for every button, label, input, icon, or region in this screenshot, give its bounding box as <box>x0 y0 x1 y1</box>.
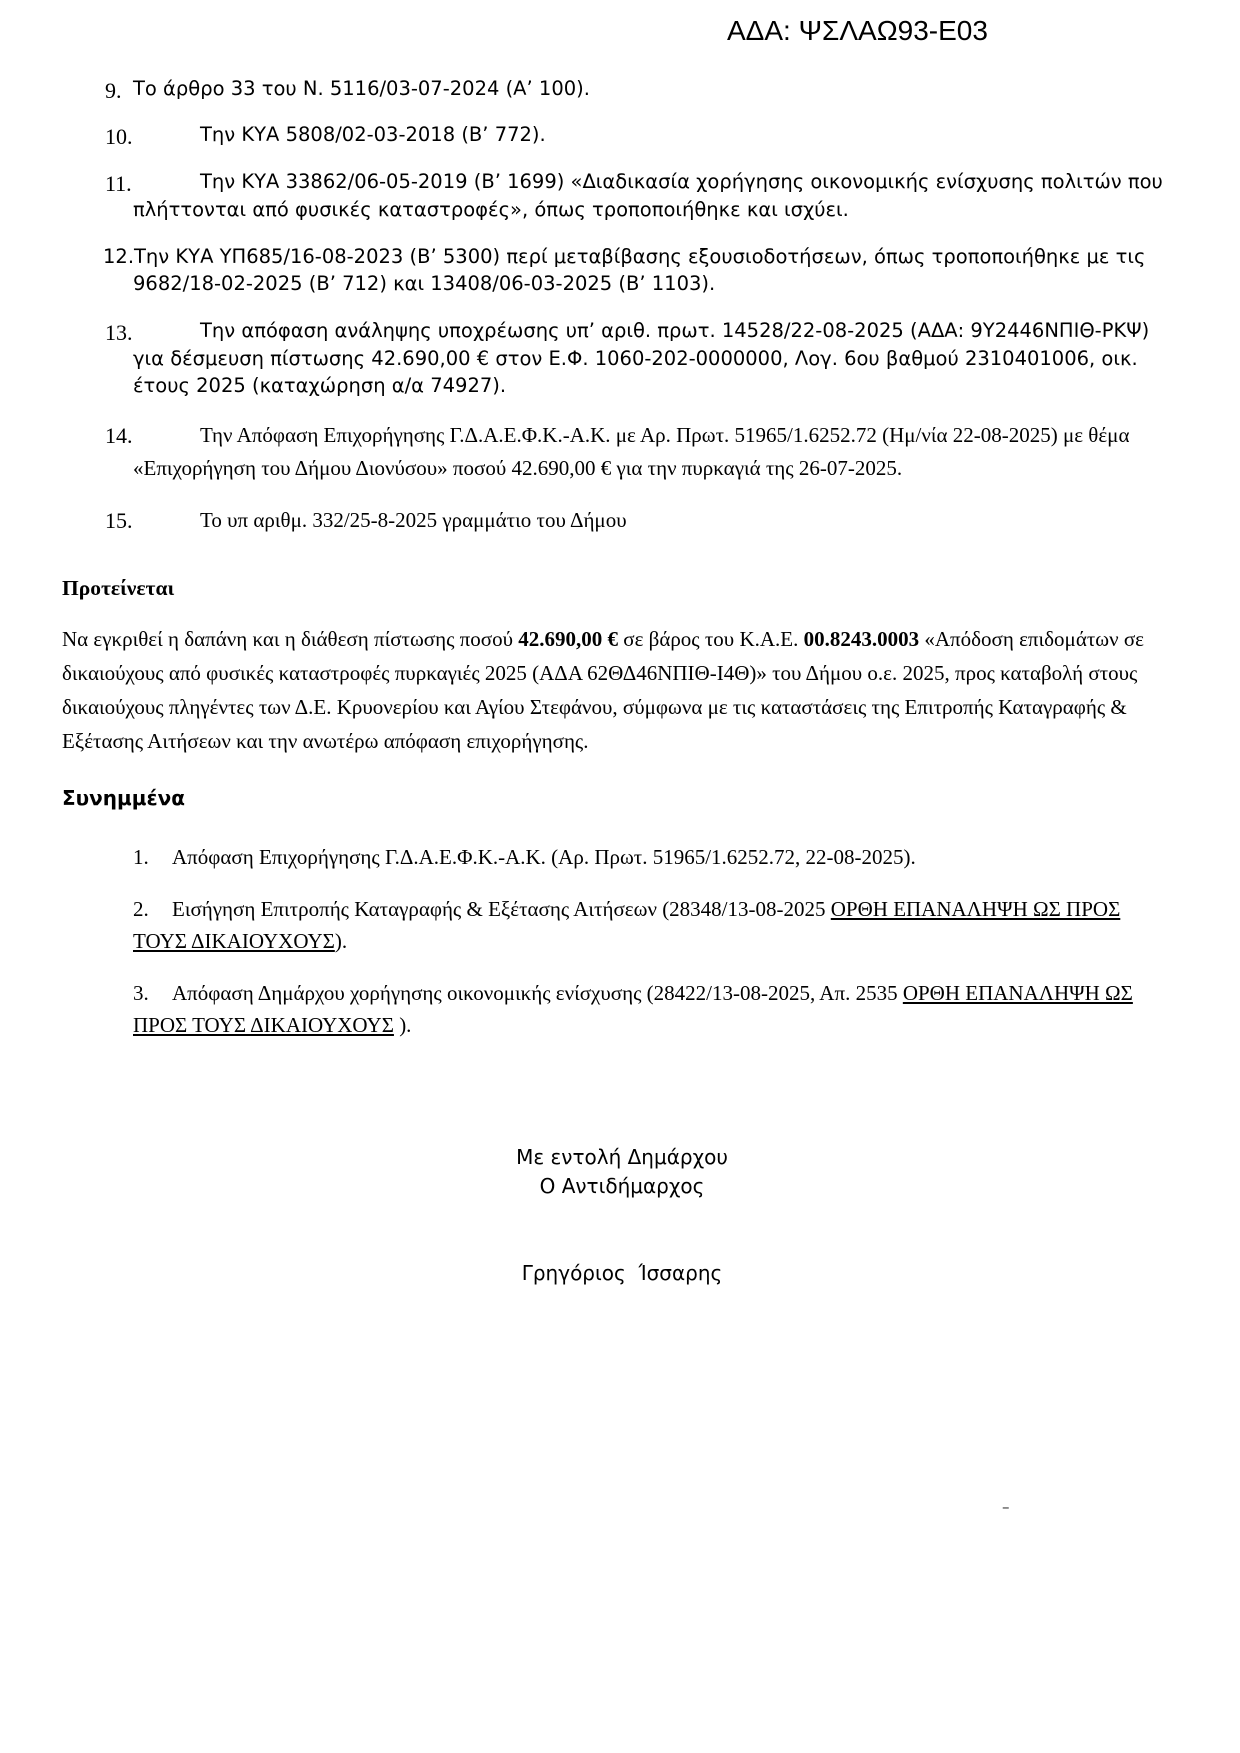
proposal-text: «Απόδοση επιδομάτων σε δικαιούχους από φυσικές καταστροφές πυρκαγιές 2025 (ΑΔΑ 62ΘΔ46ΝΠΙΘ-Ι4Θ)» του Δήμου ο.ε. 2025, προς καταβολή στους δικαιούχους πληγέντες των Δ.Ε. Κρυονερίου και Αγίου Στεφάνου, σύμφωνα με τις καταστάσεις της Επιτροπής Καταγραφής & Εξέτασης Αιτήσεων και την ανωτέρω απόφαση επιχορήγησης. <box>62 626 1144 753</box>
item-text: Την ΚΥΑ 33862/06-05-2019 (Β’ 1699) «Διαδικασία χορήγησης οικονομικής ενίσχυσης πολιτών που πλήττονται από φυσικές καταστροφές», όπως τροποποιήθηκε και ισχύει. <box>133 170 1163 221</box>
item-text: Την Απόφαση Επιχορήγησης Γ.Δ.Α.Ε.Φ.Κ.-Α.Κ. με Αρ. Πρωτ. 51965/1.6252.72 (Ημ/νία 22-08-2025) με θέμα «Επιχορήγηση του Δήμου Διονύσου» ποσού 42.690,00 € για την πυρκαγιά της 26-07-2025. <box>133 422 1130 481</box>
legal-item-14 <box>105 419 1182 485</box>
underlined-correction: ΟΡΘΗ ΕΠΑΝΑΛΗΨΗ ΩΣ ΠΡΟΣ ΤΟΥΣ ΔΙΚΑΙΟΥΧΟΥΣ <box>133 981 1133 1037</box>
legal-item-10 <box>105 121 1182 150</box>
item-text: Απόφαση Επιχορήγησης Γ.Δ.Α.Ε.Φ.Κ.-Α.Κ. (Αρ. Πρωτ. 51965/1.6252.72, 22-08-2025). <box>172 844 916 869</box>
item-text: Την απόφαση ανάληψης υποχρέωσης υπ’ αριθ. πρωτ. 14528/22-08-2025 (ΑΔΑ: 9Υ2446ΝΠΙΘ-ΡΚΨ) για δέσμευση πίστωσης 42.690,00 € στον Ε.Φ. 1060-202-0000000, Λογ. 6ου βαθμού 2310401006, οικ. έτους 2025 (καταχώρηση α/α 74927). <box>133 318 1150 398</box>
attachments-list <box>62 842 1182 1042</box>
ada-code: ΑΔΑ: ΨΣΛΑΩ93-Ε03 <box>727 15 988 46</box>
item-number: 15. <box>105 508 133 534</box>
item-number: 10. <box>105 124 133 150</box>
item-number: 14. <box>105 422 133 448</box>
legal-item-9 <box>105 75 1182 103</box>
attachment-item-3 <box>133 978 1143 1041</box>
amount-value: 42.690,00 € <box>518 626 618 651</box>
signature-title-line: Ο Αντιδήμαρχος <box>539 1174 705 1199</box>
legal-references-list <box>62 75 1182 538</box>
signature-block <box>62 1143 1182 1288</box>
item-number: 1. <box>133 844 149 869</box>
item-number: 11. <box>105 171 132 197</box>
legal-item-11 <box>105 168 1182 223</box>
proposal-text: σε βάρος του Κ.Α.Ε. <box>618 626 804 651</box>
item-text: ). <box>334 928 348 953</box>
signatory-name: Γρηγόριος Ίσσαρης <box>521 1261 723 1286</box>
item-text: Την ΚΥΑ ΥΠ685/16-08-2023 (Β’ 5300) περί μεταβίβασης εξουσιοδοτήσεων, όπως τροποποιήθηκε με τις 9682/18-02-2025 (Β’ 712) και 13408/06-03-2025 (Β’ 1103). <box>133 244 1146 296</box>
legal-item-13 <box>105 317 1182 400</box>
attachment-item-2 <box>133 894 1143 957</box>
attachment-item-1 <box>133 842 1143 874</box>
kae-code: 00.8243.0003 <box>803 626 920 651</box>
proposal-heading: Προτείνεται <box>62 575 175 600</box>
item-text: Εισήγηση Επιτροπής Καταγραφής & Εξέτασης Αιτήσεων (28348/13-08-2025 <box>172 897 831 922</box>
attachments-heading: Συνημμένα <box>62 785 185 810</box>
legal-item-12 <box>103 243 1182 298</box>
item-text: ). <box>393 1012 412 1037</box>
item-text: Το υπ αριθμ. 332/25-8-2025 γραμμάτιο του Δήμου <box>200 508 627 533</box>
item-number: 12. <box>103 244 135 268</box>
proposal-text: Να εγκριθεί η δαπάνη και η διάθεση πίστωσης ποσού <box>62 626 519 651</box>
proposal-paragraph <box>62 622 1152 758</box>
item-number: 3. <box>133 981 149 1006</box>
item-number: 2. <box>133 897 149 922</box>
item-number: 9. <box>105 77 122 103</box>
signature-by-order-line: Με εντολή Δημάρχου <box>516 1145 728 1170</box>
item-text: Την ΚΥΑ 5808/02-03-2018 (Β’ 772). <box>200 123 546 147</box>
page-corner-mark: – <box>1002 1498 1010 1516</box>
legal-item-15 <box>105 504 1182 537</box>
item-number: 13. <box>105 319 133 345</box>
underlined-correction: ΟΡΘΗ ΕΠΑΝΑΛΗΨΗ ΩΣ ΠΡΟΣ ΤΟΥΣ ΔΙΚΑΙΟΥΧΟΥΣ <box>133 897 1121 953</box>
item-text: Απόφαση Δημάρχου χορήγησης οικονομικής ενίσχυσης (28422/13-08-2025, Απ. 2535 <box>172 981 903 1006</box>
item-text: Το άρθρο 33 του Ν. 5116/03-07-2024 (Α’ 100). <box>133 76 590 100</box>
